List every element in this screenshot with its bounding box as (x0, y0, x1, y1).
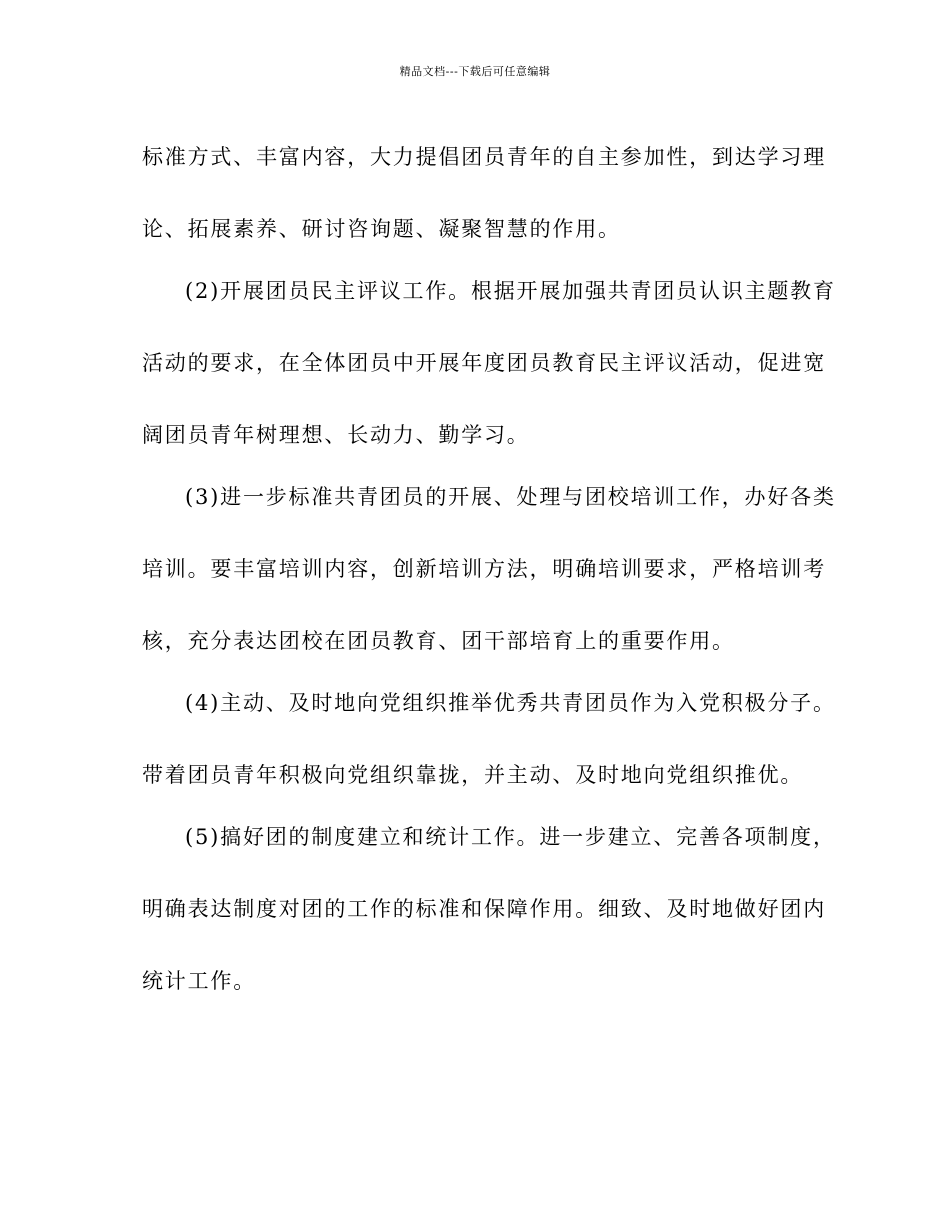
paragraph-line: 标准方式、丰富内容，大力提倡团员青年的自主参加性，到达学习理 (142, 145, 826, 169)
paragraph-line: (5)搞好团的制度建立和统计工作。进一步建立、完善各项制度， (185, 825, 836, 849)
paragraph-line: (2)开展团员民主评议工作。根据开展加强共青团员认识主题教育 (185, 279, 836, 303)
paragraph-line: 论、拓展素养、研讨咨询题、凝聚智慧的作用。 (142, 217, 621, 241)
paragraph-line: (3)进一步标准共青团员的开展、处理与团校培训工作，办好各类 (185, 485, 836, 509)
paragraph-line: 核，充分表达团校在团员教育、团干部培育上的重要作用。 (142, 629, 735, 653)
paragraph-line: 带着团员青年积极向党组织靠拢，并主动、及时地向党组织推优。 (142, 763, 804, 787)
paragraph-line: 培训。要丰富培训内容，创新培训方法，明确培训要求，严格培训考 (142, 557, 826, 581)
paragraph-line: (4)主动、及时地向党组织推举优秀共青团员作为入党积极分子。 (185, 691, 836, 715)
page-header: 精品文档---下载后可任意编辑 (399, 65, 551, 78)
paragraph-line: 阔团员青年树理想、长动力、勤学习。 (142, 423, 530, 447)
paragraph-line: 明确表达制度对团的工作的标准和保障作用。细致、及时地做好团内 (142, 897, 826, 921)
paragraph-line: 活动的要求，在全体团员中开展年度团员教育民主评议活动，促进宽 (142, 351, 826, 375)
paragraph-line: 统计工作。 (142, 969, 256, 993)
